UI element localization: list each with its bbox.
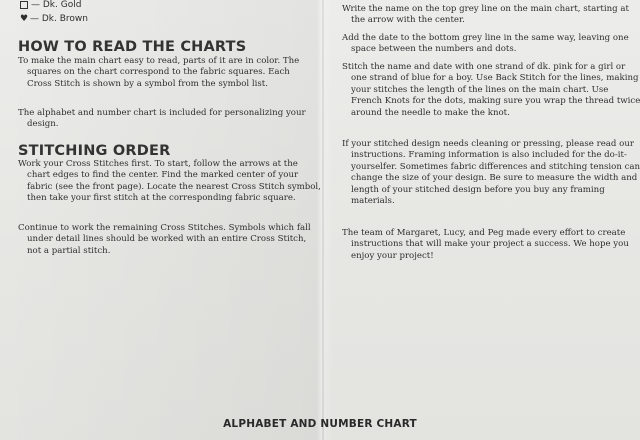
- paragraph: The alphabet and number chart is included for personalizing your design.: [18, 108, 306, 130]
- legend-item-dk-gold: [18, 0, 88, 12]
- section-heading-read-charts: HOW TO READ THE CHARTS: [18, 39, 247, 55]
- paragraph: The team of Margaret, Lucy, and Peg made every effort to create instructions that will make your project a success. We hope you enjoy your project!: [342, 228, 629, 261]
- square-dot-icon: [20, 1, 28, 9]
- heart-icon: ♥: [19, 14, 29, 24]
- paragraph: Work your Cross Stitches first. To start, follow the arrows at the chart edges to find the center. Find the marked center of your fabric (see the front page). Locate the nearest Cross Stitch symbol, then take your first stitch at the corresponding fabric square.: [18, 159, 321, 204]
- paragraph: Stitch the name and date with one strand of dk. pink for a girl or one strand of blue for a boy. Use Back Stitch for the lines, making your stitches the length of the lines on the main chart. Use French Knots for the dots, making sure you wrap the thread twice around the needle to make the knot.: [342, 62, 640, 118]
- symbol-legend: [18, 0, 88, 26]
- paragraph: If your stitched design needs cleaning or pressing, please read our instructions. Framing information is also included for the do-it-yourselfer. Sometimes fabric differences and stitching tension can change the size of your design. Be sure to measure the width and length of your stitched design before you buy any framing materials.: [342, 139, 640, 207]
- paragraph: Write the name on the top grey line on the main chart, starting at the arrow with the center.: [342, 4, 629, 26]
- page-fold: [322, 0, 324, 440]
- section-heading-stitching-order: STITCHING ORDER: [18, 143, 171, 159]
- legend-label: — Dk. Brown: [30, 14, 88, 24]
- legend-item-dk-brown: [18, 12, 88, 26]
- paragraph: Add the date to the bottom grey line in the same way, leaving one space between the numbers and dots.: [342, 33, 629, 55]
- paragraph: To make the main chart easy to read, parts of it are in color. The squares on the chart correspond to the fabric squares. Each Cross Stitch is shown by a symbol from the symbol list.: [18, 56, 300, 89]
- paragraph: Continue to work the remaining Cross Stitches. Symbols which fall under detail lines should be worked with an entire Cross Stitch, not a partial stitch.: [18, 223, 311, 256]
- chart-section-title: ALPHABET AND NUMBER CHART: [223, 418, 417, 430]
- legend-label: — Dk. Gold: [31, 0, 82, 10]
